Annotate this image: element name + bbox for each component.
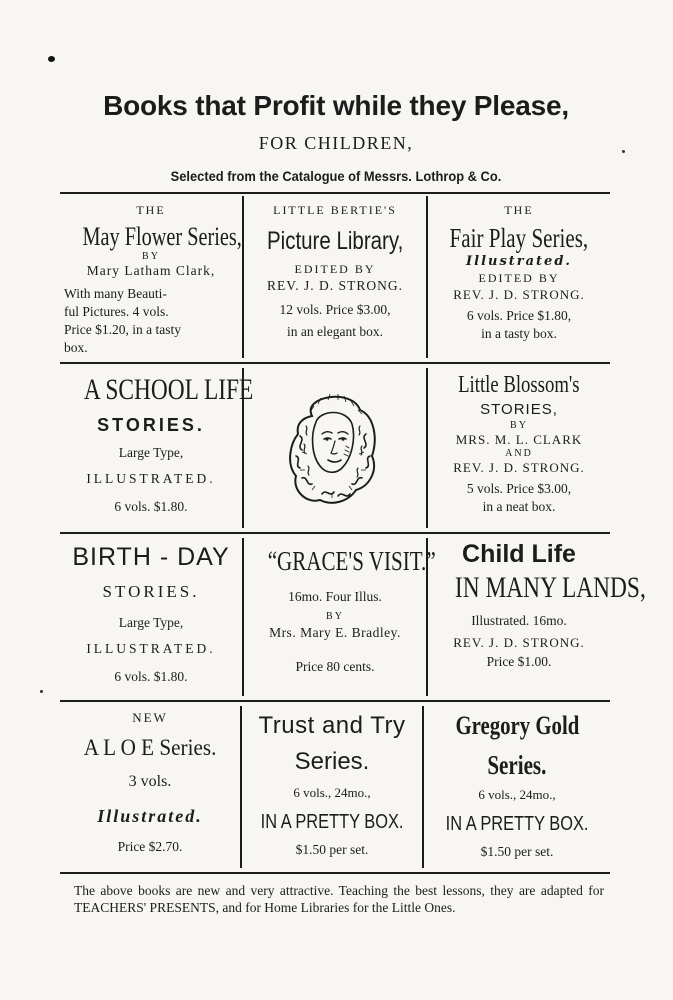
- price: 6 vols. Price $1.80,: [466, 308, 572, 323]
- ink-speck: [622, 150, 625, 153]
- series-title: May Flower Series,: [82, 222, 242, 251]
- author: REV. J. D. STRONG.: [453, 460, 585, 475]
- illustrated-label: ILLUSTRATED.: [86, 641, 216, 656]
- kicker: THE: [136, 203, 166, 217]
- and-label: AND: [505, 448, 533, 459]
- author: Mary Latham Clark,: [86, 263, 216, 278]
- series-title: Little Blossom's: [458, 372, 580, 398]
- illustrated-label: Illustrated.: [466, 254, 572, 269]
- kicker: LITTLE BERTIE'S: [273, 203, 397, 217]
- price-note: in a neat box.: [482, 499, 556, 514]
- description: [60, 285, 242, 357]
- book-trust-and-try: [242, 710, 422, 859]
- rule: [60, 362, 610, 364]
- series-title: BIRTH - DAY: [72, 543, 230, 571]
- series-subtitle: IN MANY LANDS,: [454, 571, 646, 604]
- book-graces-visit: [244, 544, 436, 676]
- book-child-life: [428, 538, 646, 671]
- book-birth-day: [60, 540, 242, 686]
- series-title: A L O E Series.: [83, 735, 217, 760]
- series-subtitle: Series.: [294, 748, 370, 775]
- kicker: THE: [504, 203, 534, 217]
- description-line: box.: [64, 340, 88, 355]
- format: 6 vols., 24mo.,: [478, 787, 556, 802]
- series-title: “GRACE'S VISIT.”: [267, 546, 436, 576]
- book-aloe: [60, 710, 240, 856]
- editor: REV. J. D. STRONG.: [267, 278, 403, 293]
- price-note: in an elegant box.: [287, 324, 383, 339]
- price: $1.50 per set.: [295, 842, 369, 857]
- box-label: IN A PRETTY BOX.: [260, 811, 404, 833]
- ink-speck: [40, 690, 43, 693]
- editor: REV. J. D. STRONG.: [453, 287, 585, 302]
- price-note: in a tasty box.: [481, 326, 557, 341]
- by-label: BY: [142, 251, 160, 262]
- price: Price 80 cents.: [295, 659, 375, 674]
- book-may-flower: [60, 202, 242, 357]
- description-line: Price $1.20, in a tasty: [64, 322, 181, 337]
- book-school-life: [60, 372, 254, 516]
- box-label: IN A PRETTY BOX.: [445, 813, 589, 835]
- price: 6 vols. $1.80.: [114, 669, 188, 684]
- stories-label: STORIES,: [480, 401, 558, 418]
- price: $1.50 per set.: [480, 844, 554, 859]
- by-label: BY: [510, 420, 528, 431]
- rule: [60, 532, 610, 534]
- format: Illustrated. 16mo.: [471, 613, 567, 628]
- edited-label: EDITED BY: [478, 271, 560, 285]
- portrait-engraving: [282, 386, 382, 508]
- kicker: NEW: [132, 710, 168, 725]
- page-title: Books that Profit while they Please,: [103, 90, 569, 121]
- price: 12 vols. Price $3.00,: [279, 302, 391, 317]
- type-note: Large Type,: [118, 615, 184, 630]
- illustrated-label: Illustrated.: [97, 806, 203, 826]
- type-note: Large Type,: [118, 445, 184, 460]
- author: MRS. M. L. CLARK: [455, 432, 583, 447]
- editor: REV. J. D. STRONG.: [453, 635, 585, 650]
- description-line: With many Beauti-: [64, 286, 167, 301]
- by-label: BY: [326, 611, 344, 622]
- author: Mrs. Mary E. Bradley.: [269, 625, 401, 640]
- edited-label: EDITED BY: [294, 262, 376, 276]
- price: Price $2.70.: [117, 839, 183, 854]
- ink-speck: [48, 56, 55, 62]
- rule: [60, 872, 610, 874]
- format: 16mo. Four Illus.: [288, 589, 382, 604]
- volumes: 3 vols.: [128, 773, 172, 790]
- advertisement-header: [60, 86, 612, 186]
- series-title: Picture Library,: [266, 227, 404, 255]
- series-title: A SCHOOL LIFE: [83, 373, 254, 406]
- stories-label: STORIES.: [97, 415, 205, 435]
- series-title: Fair Play Series,: [449, 223, 589, 253]
- rule: [60, 192, 610, 194]
- price: 5 vols. Price $3.00,: [466, 481, 572, 496]
- rule: [60, 700, 610, 702]
- catalogue-source: Selected from the Catalogue of Messrs. Lothrop & Co.: [170, 168, 502, 184]
- book-little-blossom: [428, 370, 610, 516]
- stories-label: STORIES.: [102, 582, 200, 601]
- price: Price $1.00.: [486, 654, 552, 669]
- book-fair-play: [428, 202, 610, 343]
- series-title: Gregory Gold: [455, 711, 579, 740]
- series-title: Child Life: [462, 540, 576, 568]
- page-subtitle: FOR CHILDREN,: [258, 133, 414, 153]
- footer-note: The above books are new and very attractive. Teaching the best lessons, they are adapted for TEACHERS' PRESENTS, and for Home Libraries for the Little Ones.: [74, 883, 604, 915]
- book-gregory-gold: [424, 710, 610, 861]
- series-title: Trust and Try: [258, 712, 406, 739]
- price: 6 vols. $1.80.: [114, 499, 188, 514]
- format: 6 vols., 24mo.,: [293, 785, 371, 800]
- illustrated-label: ILLUSTRATED.: [86, 471, 216, 486]
- series-subtitle: Series.: [487, 750, 547, 780]
- description-line: ful Pictures. 4 vols.: [64, 304, 169, 319]
- book-picture-library: [244, 202, 426, 341]
